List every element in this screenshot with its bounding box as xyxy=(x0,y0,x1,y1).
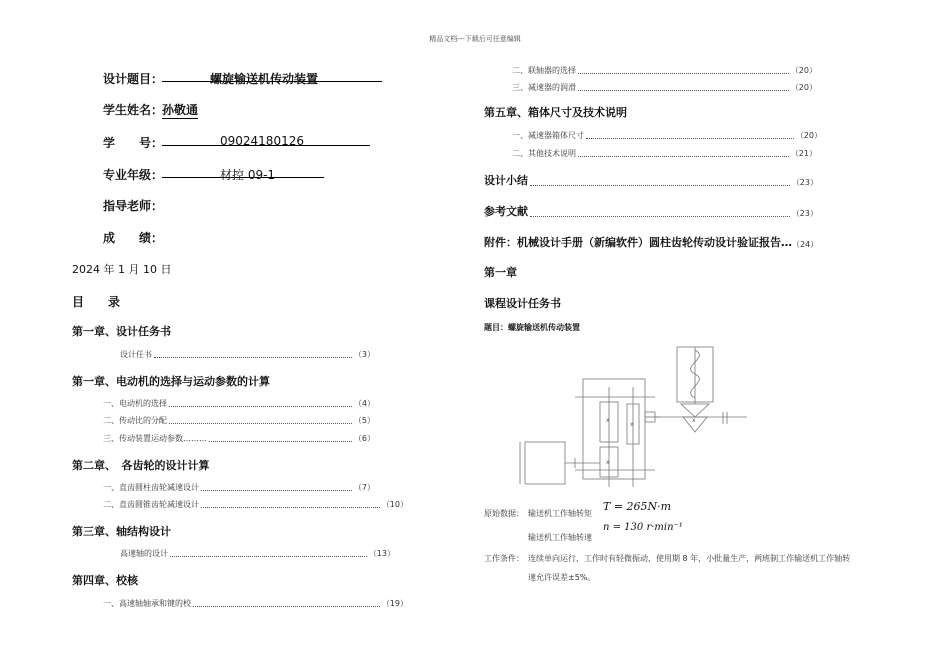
toc-appendix[interactable]: 附件：机械设计手册（新编软件）圆柱齿轮传动设计验证报告… （24） xyxy=(484,236,819,249)
toc-item[interactable]: 一、电动机的选择 （4） xyxy=(103,399,375,408)
problem-title: 题目：螺旋输送机传动装置 xyxy=(484,323,580,332)
id-value: 09024180126 xyxy=(220,134,304,148)
torque-label: 输送机工作轴转矩 xyxy=(528,509,592,518)
speed-value: n = 130 r·min⁻¹ xyxy=(603,522,683,533)
toc-chapter-4: 第三章、轴结构设计 xyxy=(72,525,171,538)
svg-text:x: x xyxy=(606,417,610,424)
toc-item[interactable]: 高速轴的设计 （13） xyxy=(120,549,395,558)
svg-text:x: x xyxy=(630,421,634,428)
advisor-label: 指导老师： xyxy=(103,199,164,213)
id-label: 学 号： xyxy=(103,136,164,150)
conditions-text-2: 速允许误差±5%。 xyxy=(528,573,596,582)
torque-value: T = 265N·m xyxy=(603,500,672,513)
toc-summary[interactable]: 设计小结 （23） xyxy=(484,174,818,187)
major-label: 专业年级： xyxy=(103,168,164,182)
chapter5-title: 第五章、箱体尺寸及技术说明 xyxy=(484,106,627,119)
toc-references[interactable]: 参考文献 （23） xyxy=(484,205,818,218)
student-value: 孙敬通 xyxy=(162,103,199,117)
task-title: 课程设计任务书 xyxy=(484,297,561,310)
toc-item[interactable]: 二、直齿圆锥齿轮减速设计 （10） xyxy=(103,500,408,509)
toc-item[interactable]: 三、传动装置运动参数……… （6） xyxy=(103,434,375,443)
toc-item[interactable]: 一、高速轴轴承和键的校 （19） xyxy=(103,599,408,608)
toc-item[interactable]: 二、传动比的分配 （5） xyxy=(103,416,375,425)
toc-chapter-2: 第一章、电动机的选择与运动参数的计算 xyxy=(72,375,270,388)
toc-title: 目 录 xyxy=(72,295,121,309)
toc-item[interactable]: 二、联轴器的选择 （20） xyxy=(512,66,817,75)
toc-item[interactable]: 设计任书 （3） xyxy=(120,350,375,359)
speed-label: 输送机工作轴转速 xyxy=(528,533,592,542)
date: 2024 年 1 月 10 日 xyxy=(72,263,172,276)
bevel-gear-top xyxy=(681,404,709,417)
toc-item[interactable]: 一、减速器箱体尺寸 （20） xyxy=(512,131,822,140)
svg-text:x: x xyxy=(606,459,610,466)
toc-item[interactable]: 二、其他技术说明 （21） xyxy=(512,149,817,158)
header-note: 精品文档---下载后可任意编辑 xyxy=(429,35,521,43)
chapter1-title: 第一章 xyxy=(484,266,517,279)
toc-chapter-1: 第一章、设计任务书 xyxy=(72,325,171,338)
score-label: 成 绩： xyxy=(103,231,164,245)
toc-item[interactable]: 三、减速器的润滑 （20） xyxy=(512,83,817,92)
gearbox-housing xyxy=(583,379,645,479)
motor xyxy=(525,442,565,484)
toc-chapter-5: 第四章、校核 xyxy=(72,574,138,587)
conditions-label: 工作条件： xyxy=(484,554,524,563)
toc-item[interactable]: 一、直齿圆柱齿轮减速设计 （7） xyxy=(103,483,375,492)
major-value: 材控 09-1 xyxy=(220,168,276,182)
transmission-diagram xyxy=(515,342,755,502)
svg-text:x: x xyxy=(692,417,696,424)
conditions-text: 连续单向运行，工作时有轻微振动，使用期 8 年，小批量生产，两班制工作输送机工作轴转 xyxy=(528,554,851,563)
topic-label: 设计题目： xyxy=(103,72,164,86)
toc-chapter-3: 第二章、 各齿轮的设计计算 xyxy=(72,459,210,472)
topic-value: 螺旋输送机传动装置 xyxy=(210,72,319,86)
raw-data-label: 原始数据： xyxy=(484,509,524,518)
student-label: 学生姓名： xyxy=(103,103,164,117)
